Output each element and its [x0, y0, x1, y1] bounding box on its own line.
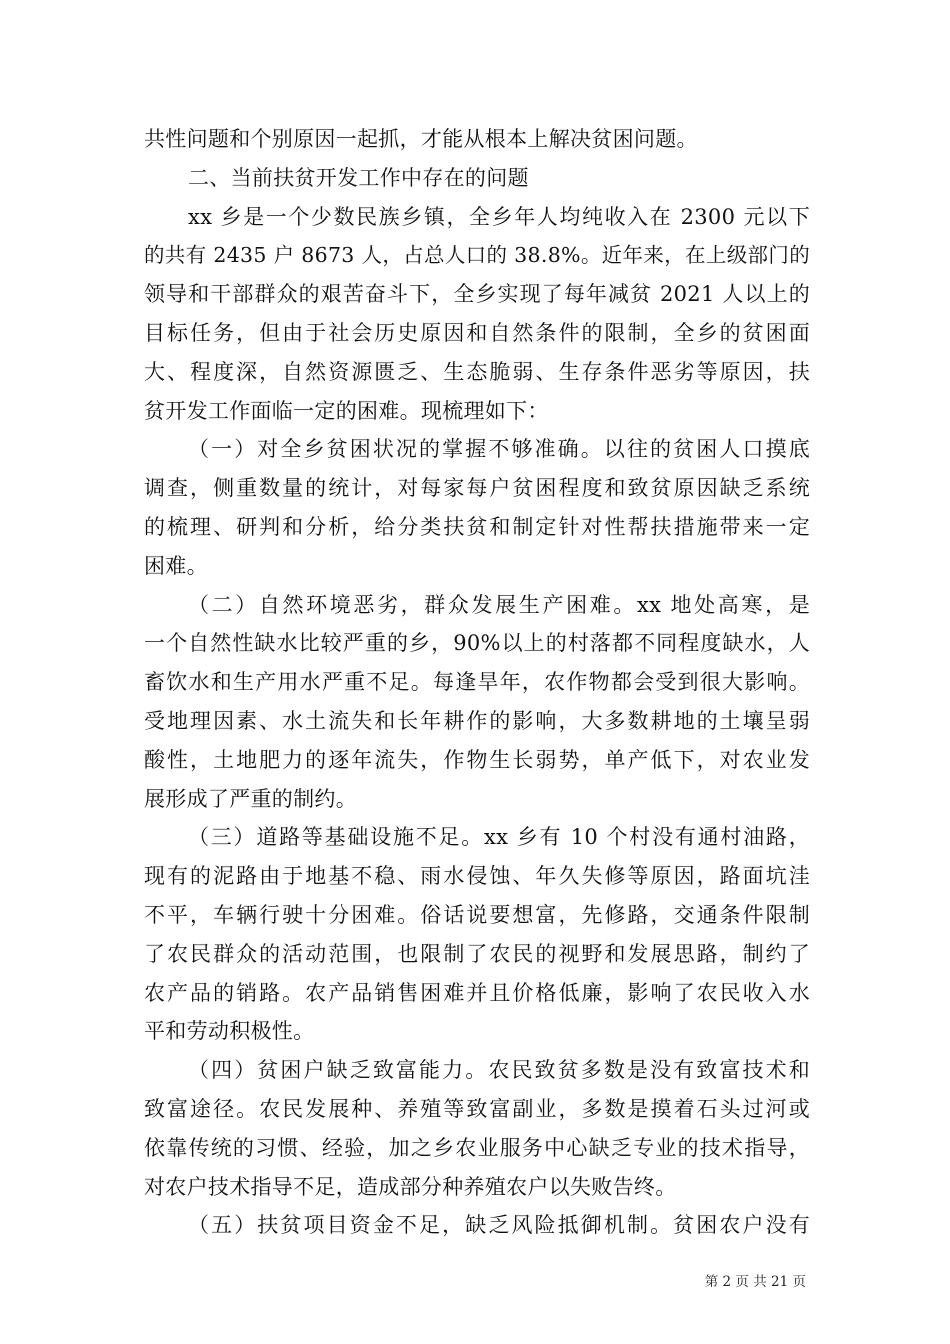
paragraph-first-line: （一）对全乡贫困状况的掌握不够准确。以往的贫困人口摸底: [188, 437, 810, 462]
paragraph-line: 展形成了严重的制约。: [144, 786, 357, 811]
paragraph-line: 共性问题和个别原因一起抓，才能从根本上解决贫困问题。: [144, 127, 698, 151]
paragraph-first-line: （四）贫困户缺乏致富能力。农民致贫多数是没有致富技术和: [188, 1058, 810, 1083]
paragraph-first-line: xx 乡是一个少数民族乡镇，全乡年人均纯收入在 2300 元以下: [188, 204, 810, 229]
paragraph-line: 酸性，土地肥力的逐年流失，作物生长弱势，单产低下，对农业发: [144, 747, 810, 772]
paragraph-line: 贫开发工作面临一定的困难。现梳理如下：: [144, 398, 549, 423]
paragraph-line: 了农民群众的活动范围，也限制了农民的视野和发展思路，制约了: [144, 941, 810, 966]
paragraph-line: 目标任务，但由于社会历史原因和自然条件的限制，全乡的贫困面: [144, 320, 810, 345]
paragraph-line: 致富途径。农民发展种、养殖等致富副业，多数是摸着石头过河或: [144, 1096, 810, 1121]
paragraph-line: 大、程度深，自然资源匮乏、生态脆弱、生存条件恶劣等原因，扶: [144, 359, 810, 384]
paragraph-first-line: （五）扶贫项目资金不足，缺乏风险抵御机制。贫困农户没有: [188, 1213, 810, 1238]
paragraph-first-line: （三）道路等基础设施不足。xx 乡有 10 个村没有通村油路，: [188, 825, 810, 850]
paragraph-line: 受地理因素、水土流失和长年耕作的影响，大多数耕地的土壤呈弱: [144, 708, 810, 733]
paragraph-first-line: （二）自然环境恶劣，群众发展生产困难。xx 地处高寒，是: [188, 592, 810, 617]
paragraph-line: 领导和干部群众的艰苦奋斗下，全乡实现了每年减贫 2021 人以上的: [144, 282, 810, 307]
paragraph-first-line: 二、当前扶贫开发工作中存在的问题: [188, 165, 529, 190]
paragraph-line: 的梳理、研判和分析，给分类扶贫和制定针对性帮扶措施带来一定: [144, 514, 810, 539]
page-number-footer: 第 2 页 共 21 页: [704, 1274, 806, 1290]
paragraph-line: 困难。: [144, 553, 208, 578]
paragraph-line: 畜饮水和生产用水严重不足。每逢旱年，农作物都会受到很大影响。: [144, 670, 810, 695]
paragraph-line: 平和劳动积极性。: [144, 1019, 315, 1044]
paragraph-line: 依靠传统的习惯、经验，加之乡农业服务中心缺乏专业的技术指导，: [144, 1135, 810, 1160]
paragraph-line: 不平，车辆行驶十分困难。俗话说要想富，先修路，交通条件限制: [144, 902, 810, 927]
paragraph-line: 现有的泥路由于地基不稳、雨水侵蚀、年久失修等原因，路面坑洼: [144, 864, 810, 889]
paragraph-line: 对农户技术指导不足，造成部分种养殖农户以失败告终。: [144, 1174, 677, 1199]
paragraph-line: 一个自然性缺水比较严重的乡，90%以上的村落都不同程度缺水，人: [144, 631, 810, 656]
paragraph-line: 的共有 2435 户 8673 人，占总人口的 38.8%。近年来，在上级部门的: [144, 243, 810, 268]
document-body: [144, 120, 810, 1245]
paragraph-line: 农产品的销路。农产品销售困难并且价格低廉，影响了农民收入水: [144, 980, 810, 1005]
paragraph-line: 调查，侧重数量的统计，对每家每户贫困程度和致贫原因缺乏系统: [144, 476, 810, 501]
